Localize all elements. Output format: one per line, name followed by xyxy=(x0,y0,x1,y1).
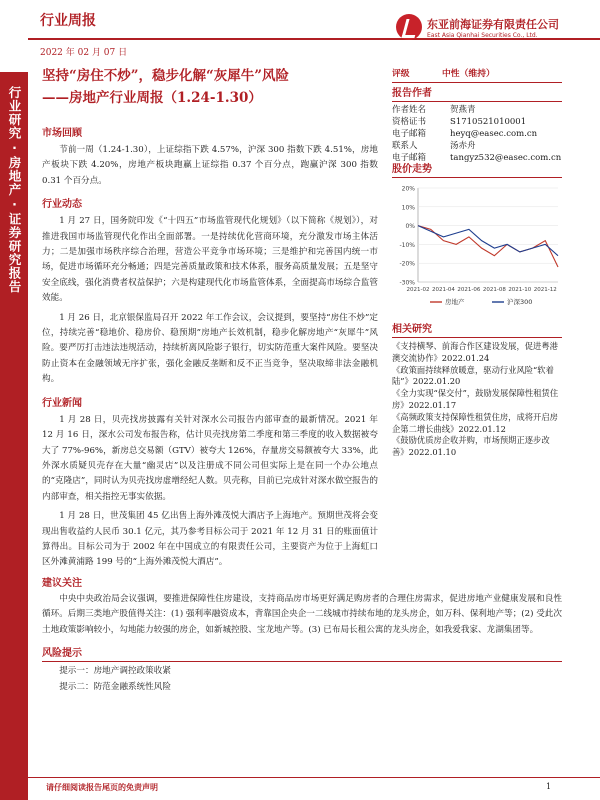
stock-chart-box xyxy=(392,160,562,314)
analyst-row: 电子邮箱 tangyz532@easec.com.cn xyxy=(392,153,562,163)
side-band xyxy=(0,72,28,800)
y-tick-label: -10% xyxy=(399,241,415,249)
bottom-sections xyxy=(42,574,562,695)
legend-label: 沪深300 xyxy=(507,298,533,306)
risk-item: 提示二：防范金融系统性风险 xyxy=(59,681,171,692)
left-column xyxy=(42,124,378,571)
legend-label: 房地产 xyxy=(445,298,465,306)
report-date: 2022 年 02 月 07 日 xyxy=(40,48,128,58)
section-heading: 风险提示 xyxy=(42,648,82,660)
related-item[interactable]: 《鼓励优质房企收并购，市场预期正逐步改善》2022.01.10 xyxy=(392,435,550,458)
company-name-cn: 东亚前海证券有限责任公司 xyxy=(427,17,559,31)
paragraph: 1 月 27 日，国务院印发《“十四五”市场监管现代化规划》（以下简称《规划》），对推进我国市场监管现代化作出全面部署。一是持续优化营商环境，充分激发市场主体活力；二是加强市场秩序综合治理，营造公平竞争市场环境；三是维护和完善国内统一市场，促进市场循环充分畅通；四是完善质量政策和技术体系，服务高质量发展；五是坚守安全底线，强化消费者权益保护；六是构建现代化市场监管体系，全面提高市场综合监管效能。 xyxy=(42,216,378,304)
analyst-heading: 报告作者 xyxy=(392,84,562,102)
page-number: 1 xyxy=(546,782,552,791)
related-item[interactable]: 《高频政策支持保障性租赁住房，成将开启房企第二增长曲线》2022.01.12 xyxy=(392,411,558,434)
footer-divider xyxy=(28,777,600,778)
report-subtitle: ——房地产行业周报（1.24-1.30） xyxy=(42,90,262,106)
analyst-row: 联系人 汤赤舟 xyxy=(392,141,476,151)
related-item[interactable]: 《支持横琴、前海合作区建设发展，促进粤港澳交流协作》2022.01.24 xyxy=(392,341,558,363)
paragraph: 1 月 28 日，世茂集团 45 亿出售上海外滩茂悦大酒店予上海地产。预期世茂将会变现出售收益约人民币 30.1 亿元，其乃参考目标公司于 2021 年 12 月 31 日的账面值计算得出。目标公司为于 2002 年在中国成立的有限责任公司，主要资产为位于上海虹口区外滩黄浦路 199 号的“上海外滩茂悦大酒店”。 xyxy=(42,511,378,568)
y-tick-label: -30% xyxy=(399,279,415,287)
stock-heading: 股价走势 xyxy=(392,160,562,178)
rating-box xyxy=(392,66,562,83)
rating-label: 评级 xyxy=(392,69,410,79)
section-heading: 市场回顾 xyxy=(42,128,82,139)
x-tick-label: 2021-12 xyxy=(533,287,557,293)
y-tick-label: 20% xyxy=(401,185,415,193)
paragraph: 节前一周（1.24-1.30），上证综指下跌 4.57%，沪深 300 指数下跌 4.51%，房地产板块下跌 4.20%，房地产板块跑赢上证综指 0.37 个百分点，跑赢沪深 300 指数 0.31 个百分点。 xyxy=(42,145,378,186)
related-item[interactable]: 《全力实现“保交付”，鼓励发展保障性租赁住房》2022.01.17 xyxy=(392,388,559,410)
paragraph: 1 月 28 日，贝壳找房披露有关针对深水公司报告内部审查的最新情况。2021 年 12 月 16 日，深水公司发布报告称，估计贝壳找房第二季度和第三季度的收入数据被夸大了 77%-96%，新房总交易额（GTV）被夸大 126%，存量房交易额被夸大 33%，此外深水质疑贝壳存在大量“幽灵店”以及注册成不同公司但实际上是在同一个办公地点的“克隆店”，同时认为贝壳找房虚增经纪人数。贝壳称，目前已完成针对深水做空报告的内部审查，相关指控无事实依据。 xyxy=(42,414,378,502)
stock-chart xyxy=(392,182,562,310)
paragraph: 中央中央政治局会议强调，要推进保障性住房建设，支持商品房市场更好满足购房者的合理住房需求，促进房地产业健康发展和良性循环。后期三类地产股值得关注：(1) 强利率融资成本，背靠国企央企一二线城市持续布地的龙头房企，如万科、保利地产等；(2) 受此次土地政策影响较小，勾地能力较强的房企，如新城控股、宝龙地产等。(3) 已布局长租公寓的龙头房企，如我爱我家、龙湖集团等。 xyxy=(42,594,562,635)
x-tick-label: 2021-02 xyxy=(406,287,430,293)
report-title: 坚持“房住不炒”，稳步化解“灰犀牛”风险 xyxy=(42,68,290,84)
x-tick-label: 2021-04 xyxy=(431,287,455,293)
y-tick-label: 0% xyxy=(405,223,415,231)
section-divider xyxy=(42,661,562,662)
footer-note: 请仔细阅读报告尾页的免责声明 xyxy=(46,782,158,792)
series-line-1 xyxy=(418,226,558,256)
x-tick-label: 2021-08 xyxy=(482,287,506,293)
logo-icon xyxy=(396,14,422,40)
company-logo xyxy=(396,14,559,40)
risk-item: 提示一：房地产调控政策收紧 xyxy=(59,666,171,677)
x-tick-label: 2021-10 xyxy=(508,287,532,293)
x-tick-label: 2021-06 xyxy=(457,287,481,293)
section-heading: 行业新闻 xyxy=(42,397,82,409)
analyst-box xyxy=(392,84,562,164)
header-title: 行业周报 xyxy=(40,13,96,29)
y-tick-label: -20% xyxy=(399,260,415,268)
analyst-row: 资格证书 S1710521010001 xyxy=(392,117,527,127)
related-heading: 相关研究 xyxy=(392,320,562,338)
y-tick-label: 10% xyxy=(401,204,415,212)
rating-value: 中性（维持） xyxy=(442,69,495,79)
side-label: 行业研究·房地产·证券研究报告 xyxy=(7,86,22,294)
related-box xyxy=(392,320,562,459)
related-item[interactable]: 《政策面持续释放暖意，驱动行业风险“软着陆”》2022.01.20 xyxy=(392,364,554,387)
analyst-row: 作者姓名 贺燕青 xyxy=(392,105,476,115)
section-heading: 建议关注 xyxy=(42,578,82,589)
company-name-en: East Asia Qianhai Securities Co., Ltd. xyxy=(427,31,538,39)
section-heading: 行业动态 xyxy=(42,199,82,211)
paragraph: 1 月 26 日，北京银保监局召开 2022 年工作会议，会议提到，要坚持“房住不炒”定位，持续完善“稳地价、稳房价、稳预期”房地产长效机制，稳步化解房地产“灰犀牛”风险。要严厉打击违法违规活动，持续析离风险影子银行，切实防范重大案件风险。要坚决防止资本在金融领域无序扩张，强化金融反垄断和反不正当竞争，坚决取缔非法金融机构。 xyxy=(42,312,378,385)
analyst-row: 电子邮箱 heyq@easec.com.cn xyxy=(392,129,538,139)
